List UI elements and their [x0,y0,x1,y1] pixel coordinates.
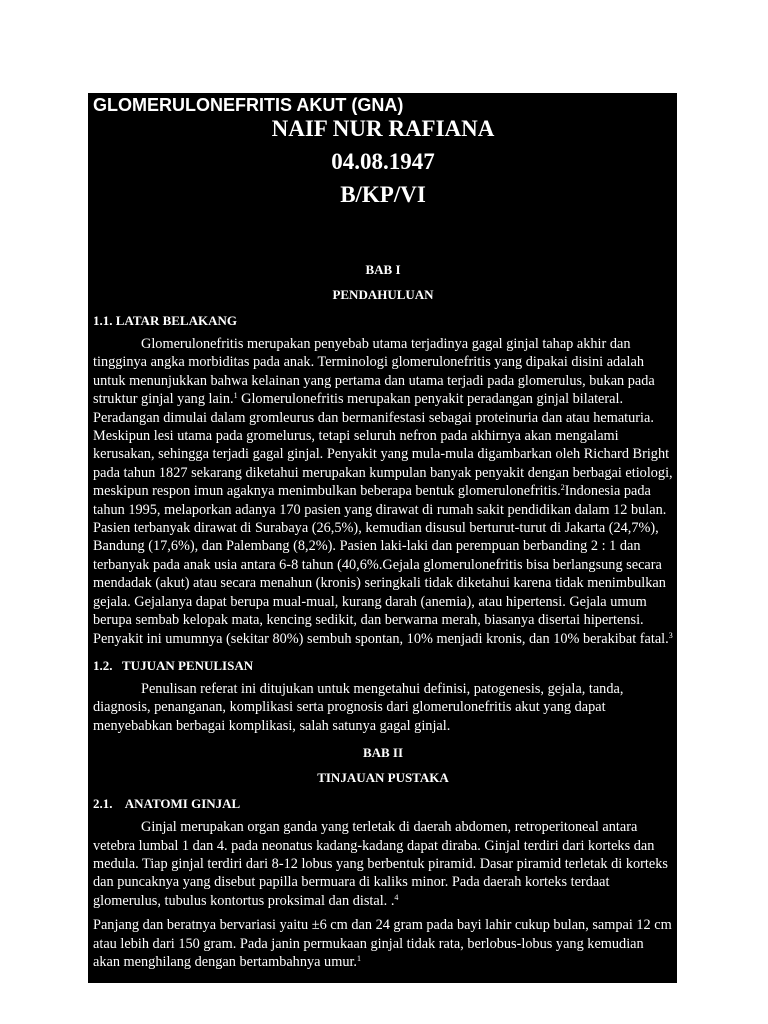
text-run: Glomerulonefritis merupakan penyakit peradangan ginjal bilateral. Peradangan dimulai dalam gromleurus dan bermanifestasi sebagai proteinuria dan atau hematuria. Meskipun lesi utama pada gromelurus, tetapi seluruh nefron pada akhirnya akan mengalami kerusakan, sehingga terjadi gagal ginjal. Penyakit yang mula-mula digambarkan oleh Richard Bright pada tahun 1827 sekarang diketahui merupakan kumpulan banyak penyakit dengan berbagai etiologi, meskipun respon imun agaknya menimbulkan beberapa bentuk glomerulonefritis. [93,391,673,500]
footnote-ref: 2 [560,483,565,493]
paragraph-panjang-berat [93,916,673,971]
footnote-ref: 3 [668,630,673,640]
footnote-ref: 1 [233,391,238,401]
bab2-title: TINJAUAN PUSTAKA [317,770,449,786]
footnote-ref: 1 [357,953,362,963]
paragraph-latar-belakang [93,335,673,648]
bab1-label: BAB I [365,262,401,277]
section-heading-1-2: 1.2. TUJUAN PENULISAN [93,657,254,673]
section-heading-1-1: 1.1. LATAR BELAKANG [93,313,237,328]
footnote-ref: 4 [394,892,399,902]
document-page [88,93,677,983]
text-run: Ginjal merupakan organ ganda yang terletak di daerah abdomen, retroperitoneal antara vetebra lumbal 1 dan 4. pada neonatus kadang-kadang dapat diraba. Ginjal terdiri dari korteks dan medula. Tiap ginjal terdiri dari 8-12 lobus yang berbentuk piramid. Dasar piramid terletak di korteks dan puncaknya yang disebut papilla bermuara di kaliks minor. Pada daerah korteks terdaat glomerulus, tubulus kontortus proksimal dan distal. . [93,819,668,909]
bab2-label: BAB II [362,745,404,761]
paragraph-tujuan-penulisan: Penulisan referat ini ditujukan untuk mengetahui definisi, patogenesis, gejala, tanda, diagnosis, penanganan, komplikasi serta prognosis dari glomerulonefritis akut yang dapat menyebabkan berbagai komplikasi, salah satunya gagal ginjal. [93,680,624,734]
document-title: GLOMERULONEFRITIS AKUT (GNA) [93,95,404,115]
section-heading-2-1: 2.1. ANATOMI GINJAL [93,796,241,812]
text-run: Glomerulonefritis merupakan penyebab utama terjadinya gagal ginjal tahap akhir dan tingginya angka morbiditas pada anak. Terminologi glomerulonefritis yang dipakai disini adalah untuk menunjukkan bahwa kelainan yang pertama dan utama terjadi pada glomerulus, bukan pada struktur ginjal yang lain. [93,336,655,408]
author-name: NAIF NUR RAFIANA [271,116,495,141]
document-date: 04.08.1947 [331,149,435,174]
text-run: Indonesia pada tahun 1995, melaporkan adanya 170 pasien yang dirawat di rumah sakit pendidikan dalam 12 bulan. Pasien terbanyak dirawat di Surabaya (26,5%), kemudian disusul berturut-turut di Jakarta (24,7%), Bandung (17,6%), dan Palembang (8,2%). Pasien laki-laki dan perempuan berbanding 2 : 1 dan terbanyak pada anak usia antara 6-8 tahun (40,6%.Gejala glomerulonefritis bisa berlangsung secara mendadak (akut) atau secara menahun (kronis) seringkali tidak diketahui karena tidak menimbulkan gejala. Gejalanya dapat berupa mual-mual, kurang darah (anemia), atau hipertensi. Gejala umum berupa sembab kelopak mata, kencing sedikit, dan berwarna merah, biasanya disertai hipertensi. Penyakit ini umumnya (sekitar 80%) sembuh spontan, 10% menjadi kronis, dan 10% berakibat fatal. [93,483,669,647]
document-code: B/KP/VI [340,182,426,207]
paragraph-anatomi-ginjal [93,818,673,910]
text-run: Panjang dan beratnya bervariasi yaitu ±6 cm dan 24 gram pada bayi lahir cukup bulan, sampai 12 cm atau lebih dari 150 gram. Pada janin permukaan ginjal tidak rata, berlobus-lobus yang kemudian akan menghilang dengan bertambahnya umur. [93,917,672,970]
bab1-title: PENDAHULUAN [332,287,434,302]
document-body [93,93,673,971]
